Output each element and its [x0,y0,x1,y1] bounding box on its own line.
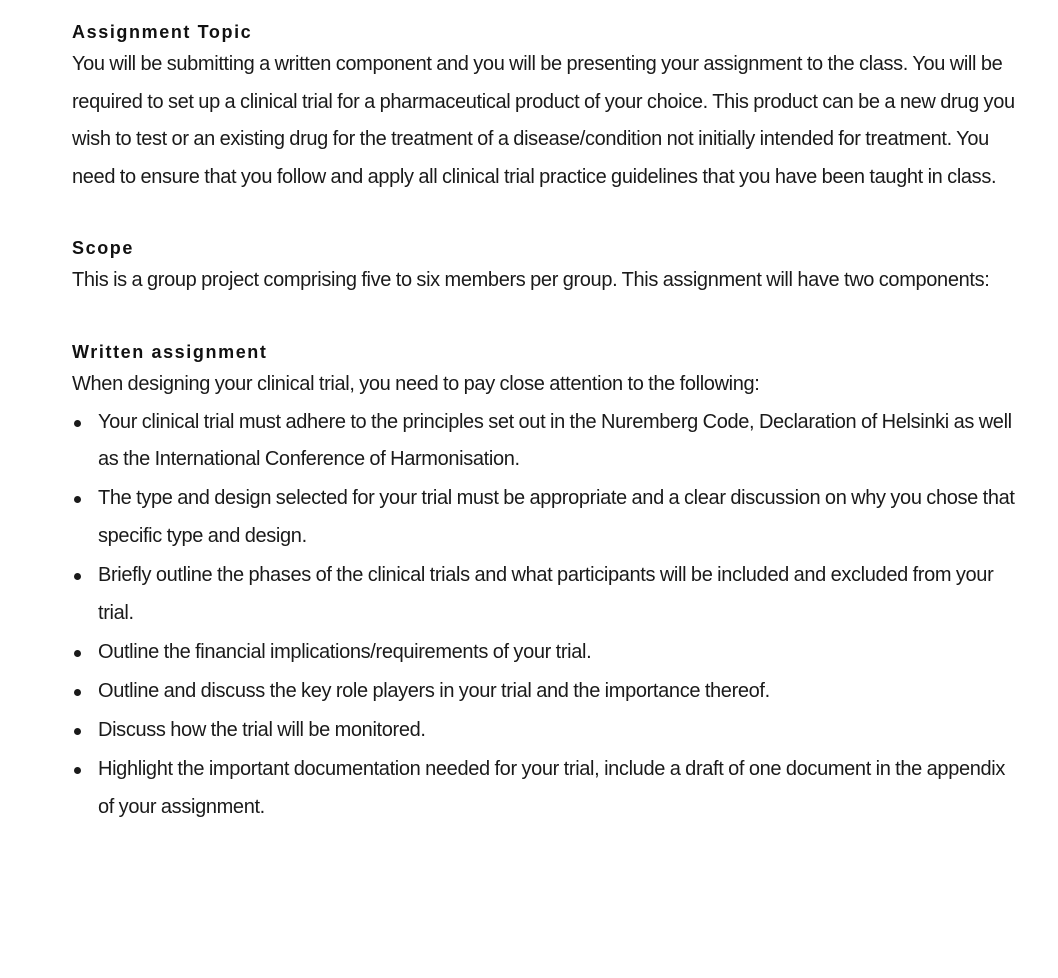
written-assignment-intro: When designing your clinical trial, you need to pay close attention to the following: [72,372,760,395]
written-assignment-heading: Written assignment [72,341,268,362]
bullet-icon [74,767,81,774]
list-item-text: Outline and discuss the key role players in your trial and the importance thereof. [98,679,770,702]
bullet-icon [74,573,81,580]
bullet-icon [74,689,81,696]
assignment-topic-body: You will be submitting a written component and you will be presenting your assignment to the class. You will be required to set up a clinical trial for a pharmaceutical product of your choice. This product can be a new drug you wish to test or an existing drug for the treatment of a disease/condition not initially intended for treatment. You need to ensure that you follow and apply all clinical trial practice guidelines that you have been taught in class. [72,53,1015,188]
scope-body: This is a group project comprising five to six members per group. This assignment will have two components: [72,269,990,292]
list-item [72,557,1022,632]
section-spacer [72,196,1022,234]
list-item [72,480,1022,555]
list-item-text: Your clinical trial must adhere to the principles set out in the Nuremberg Code, Declaration of Helsinki as well as the International Conference of Harmonisation. [98,410,1012,471]
list-item-text: Outline the financial implications/requirements of your trial. [98,640,592,663]
scope-heading: Scope [72,238,135,259]
bullet-icon [74,420,81,427]
bullet-icon [74,650,81,657]
document-page [72,18,1022,828]
list-item [72,634,1022,672]
bullet-icon [74,728,81,735]
assignment-topic-heading: Assignment Topic [72,22,253,42]
list-item [72,712,1022,750]
list-item [72,404,1022,479]
list-item [72,673,1022,711]
list-item-text: The type and design selected for your trial must be appropriate and a clear discussion on why you chose that specific type and design. [98,487,1015,547]
list-item-text: Highlight the important documentation needed for your trial, include a draft of one document in the appendix of your assignment. [98,757,1006,818]
bullet-icon [74,496,81,503]
list-item-text: Discuss how the trial will be monitored. [98,718,426,741]
requirements-list [72,404,1022,827]
section-spacer [72,300,1022,338]
list-item [72,751,1022,826]
list-item-text: Briefly outline the phases of the clinical trials and what participants will be included and excluded from your trial. [98,563,994,624]
